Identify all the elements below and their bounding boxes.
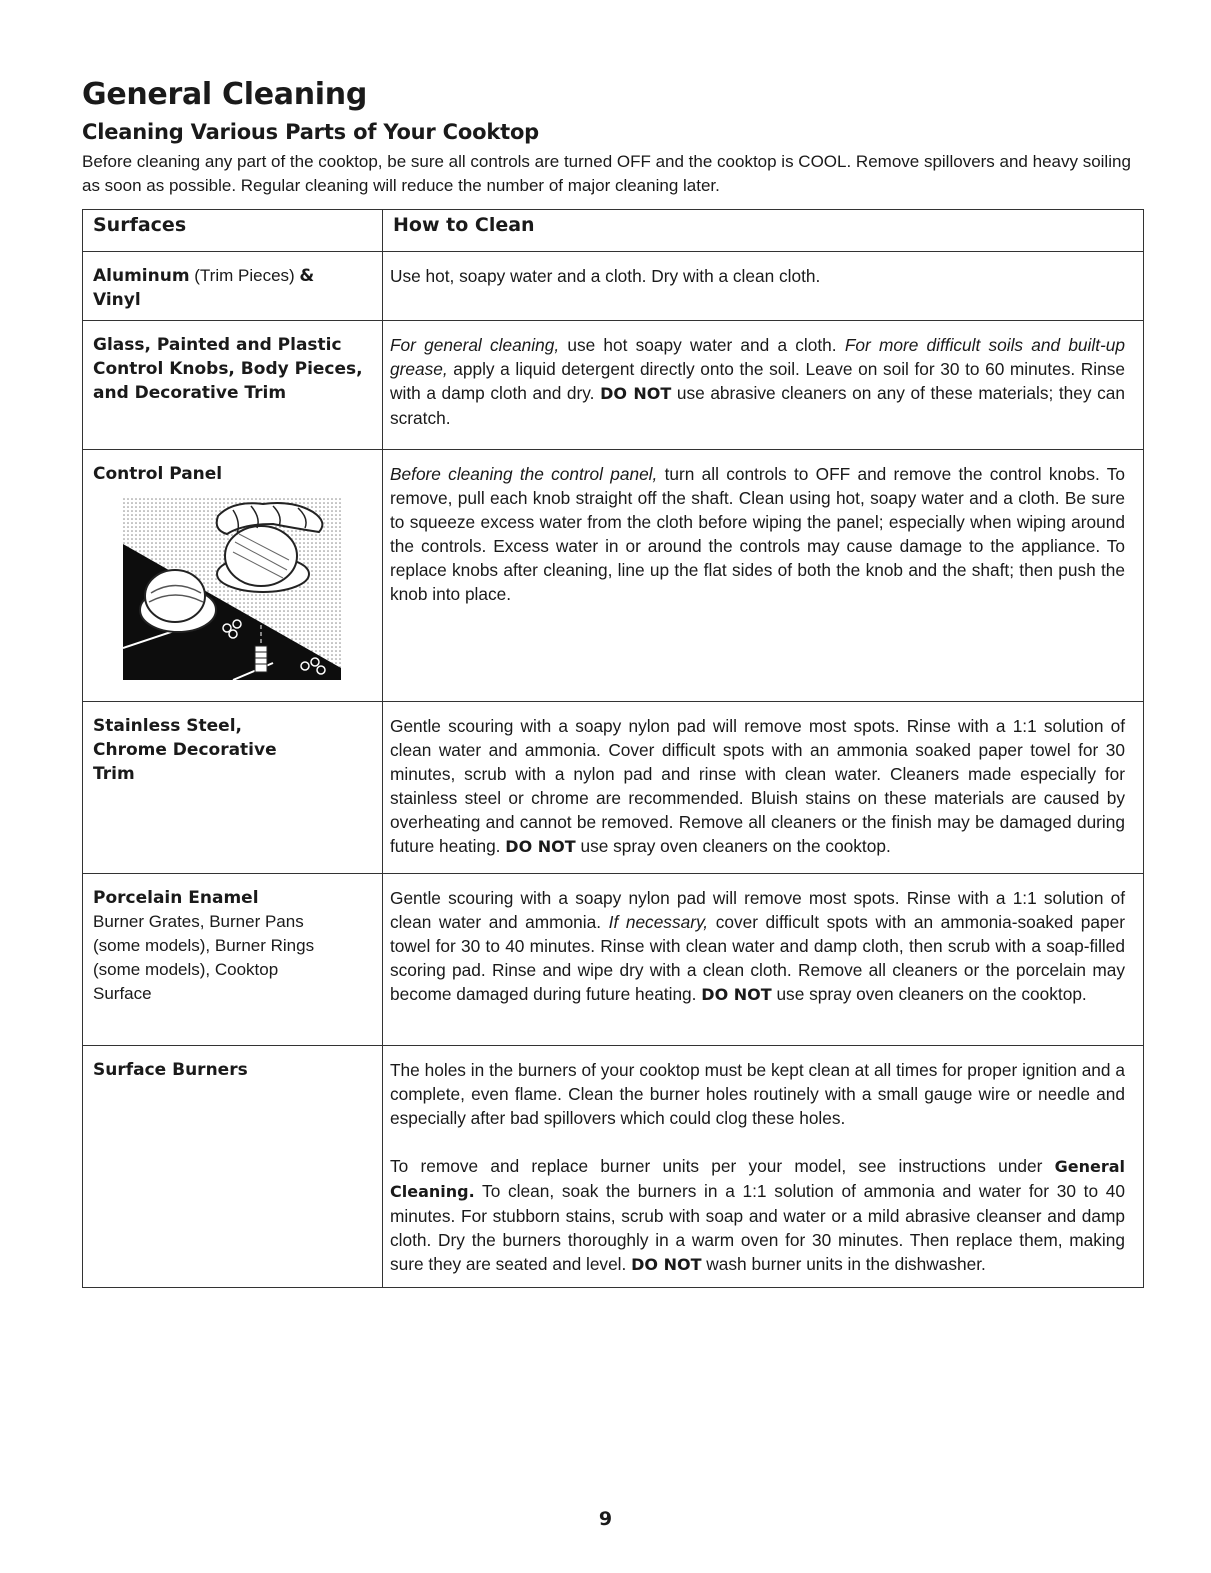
instruction-text: For general cleaning, use hot soapy water and a cloth. For more difficult soils and built-up grease, apply a liquid detergent directly onto the soil. Leave on soil for 30 to 60 minutes. Rinse with a damp cloth and dry. DO NOT use abrasive cleaners on any of these materials; they can scratch.: [390, 335, 1126, 428]
surface-label: Glass, Painted and Plastic Control Knobs, Body Pieces, and Decorative Trim: [93, 335, 363, 403]
instruction-text: Before cleaning the control panel, turn all controls to OFF and remove the control knobs. To remove, pull each knob straight off the shaft. Clean using hot, soapy water and a cloth. Be sure to squeeze excess water from the cloth before wiping the panel; especially when wiping around the controls. Excess water in or around the controls may cause damage to the appliance. To replace knobs after cleaning, line up the flat sides of both the knob and the shaft; then push the knob into place.: [390, 464, 1125, 604]
surface-cell: [83, 874, 383, 1046]
instruction-cell: [383, 1046, 1144, 1288]
surface-cell: [83, 252, 383, 321]
instruction-cell: [383, 321, 1144, 450]
surfaces-column-header: Surfaces: [83, 210, 383, 252]
surface-cell: [83, 450, 383, 702]
instruction-cell: [383, 252, 1144, 321]
surface-cell: [83, 321, 383, 450]
table-row: [83, 450, 1144, 702]
cleaning-table: [82, 209, 1144, 1288]
table-row: [83, 1046, 1144, 1288]
how-to-clean-column-header: How to Clean: [383, 210, 1144, 252]
page-content: [82, 77, 1144, 1274]
instruction-paragraph: To remove and replace burner units per your model, see instructions under General Cleaning. To clean, soak the burners in a 1:1 solution of ammonia and water for 30 to 40 minutes. For stubborn stains, scrub with soap and water or a mild abrasive cleanser and damp cloth. Dry the burners thoroughly in a warm oven for 30 minutes. Then replace them, making sure they are seated and level. DO NOT wash burner units in the dishwasher.: [390, 1156, 1125, 1274]
surface-label: Control Panel: [93, 464, 223, 484]
table-header-row: [83, 210, 1144, 252]
table-row: [83, 321, 1144, 450]
instruction-cell: [383, 874, 1144, 1046]
section-title: Cleaning Various Parts of Your Cooktop: [82, 120, 540, 144]
page-title: General Cleaning: [82, 77, 368, 112]
instruction-text: Gentle scouring with a soapy nylon pad will remove most spots. Rinse with a 1:1 solution of clean water and ammonia. Cover difficult spots with an ammonia soaked paper towel for 30 minutes, scrub with a nylon pad and rinse with clean water. Cleaners made especially for stainless steel or chrome are recommended. Bluish stains on these materials are caused by overheating and cannot be removed. Remove all cleaners or the finish may be damaged during future heating. DO NOT use spray oven cleaners on the cooktop.: [390, 716, 1125, 856]
surface-label: Surface Burners: [93, 1060, 248, 1080]
surface-cell: [83, 1046, 383, 1288]
table-row: [83, 702, 1144, 874]
intro-paragraph: Before cleaning any part of the cooktop, be sure all controls are turned OFF and the cooktop is COOL. Remove spillovers and heavy soiling as soon as possible. Regular cleaning will reduce the number of major cleaning later.: [82, 152, 1131, 195]
surface-cell: [83, 702, 383, 874]
page-number: 9: [598, 1508, 613, 1530]
instruction-cell: [383, 450, 1144, 702]
instruction-text: [383, 1046, 1143, 1277]
instruction-text: Gentle scouring with a soapy nylon pad will remove most spots. Rinse with a 1:1 solution of clean water and ammonia. If necessary, cover difficult spots with an ammonia-soaked paper towel for 30 to 40 minutes. Rinse with clean water and damp cloth, then scrub with a soap-filled scoring pad. Rinse and wipe dry with a clean cloth. Remove all cleaners or the porcelain may become damaged during future heating. DO NOT use spray oven cleaners on the cooktop.: [390, 888, 1125, 1004]
instruction-text: Use hot, soapy water and a cloth. Dry with a clean cloth.: [390, 266, 821, 286]
instruction-paragraph: The holes in the burners of your cooktop must be kept clean at all times for proper ignition and a complete, even flame. Clean the burner holes routinely with a small gauge wire or needle and especially after bad spillovers which could clog these holes.: [390, 1060, 1125, 1128]
surface-label: Stainless Steel, Chrome Decorative Trim: [93, 716, 277, 784]
surface-label: Aluminum (Trim Pieces) & Vinyl: [93, 266, 315, 310]
table-row: [83, 252, 1144, 321]
table-row: [83, 874, 1144, 1046]
control-knob-illustration: [123, 498, 341, 680]
surface-sublabel: Burner Grates, Burner Pans (some models), Burner Rings (some models), Cooktop Surface: [93, 912, 315, 1003]
surface-label: Porcelain Enamel: [93, 888, 259, 908]
instruction-cell: [383, 702, 1144, 874]
